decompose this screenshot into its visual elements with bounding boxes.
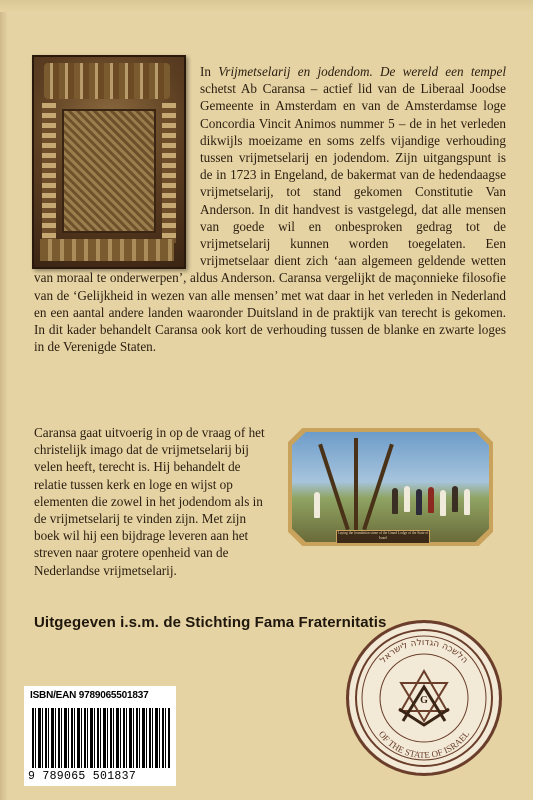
square-compass-star-icon bbox=[389, 663, 459, 733]
isbn-label: ISBN/EAN 9789065501837 bbox=[30, 690, 149, 701]
image-float-spacer bbox=[34, 63, 192, 259]
cover-edge-left bbox=[0, 0, 8, 800]
painted-figure bbox=[464, 489, 470, 515]
isbn-digits: 9 789065 501837 bbox=[28, 770, 137, 783]
svg-text:G: G bbox=[420, 695, 428, 706]
publisher-line: Uitgegeven i.s.m. de Stichting Fama Fraternitatis bbox=[34, 614, 387, 631]
book-title: Vrijmetselarij en jodendom. De wereld een tempel bbox=[218, 64, 506, 79]
paragraph-1-intro: In bbox=[200, 64, 219, 79]
painted-figure bbox=[440, 490, 446, 516]
seal-english-text-bottom: OF THE STATE OF ISRAEL bbox=[376, 728, 472, 761]
painted-figure bbox=[404, 486, 410, 512]
description-paragraph-1 bbox=[34, 63, 506, 355]
tripod-pole bbox=[318, 444, 350, 531]
painting-caption: Laying the foundation stone of the Grand Lodge of the State of Israel bbox=[336, 530, 430, 544]
grand-lodge-seal bbox=[346, 620, 502, 776]
painting-scene bbox=[292, 432, 489, 542]
seal-hebrew-text: הלשכה הגדולה לישראל bbox=[378, 637, 470, 666]
painted-figure bbox=[314, 492, 320, 518]
barcode-box bbox=[24, 686, 176, 786]
cover-edge-top bbox=[0, 0, 533, 12]
tripod-pole bbox=[354, 438, 358, 532]
tripod-pole bbox=[362, 444, 394, 531]
painted-figure bbox=[452, 486, 458, 512]
svg-text:הלשכה הגדולה לישראל bbox=[378, 638, 469, 666]
svg-text:OF THE STATE OF ISRAEL bbox=[377, 729, 471, 760]
foundation-painting bbox=[288, 428, 493, 546]
painted-figure bbox=[392, 488, 398, 514]
barcode-icon bbox=[32, 708, 170, 768]
description-paragraph-2: Caransa gaat uitvoerig in op de vraag of het christelijk imago dat de vrijmetselarij bij velen heeft, terecht is. Hij behandelt de relatie tussen kerk en loge en wijst op elementen die zowel in het jodendom als in de vrijmetselarij te vinden zijn. Met zijn boek wil hij een bijdrage leveren aan het streven naar grotere openheid van de Nederlandse vrijmetselarij. bbox=[34, 425, 265, 578]
painted-figure bbox=[428, 487, 434, 513]
paragraph-1-body: schetst Ab Caransa – actief lid van de Liberaal Joodse Gemeente in Amsterdam en van de Amsterdamse loge Concordia Vincit Animos nummer 5 – de in het verleden dikwijls moeizame en soms zelfs vijandige verhouding tussen vrijmetselarij en jodendom. Zijn uitgangspunt is de in 1723 in Engeland, de bakermat van de hedendaagse vrijmetselarij, tot stand gekomen Constitutie Van Anderson. In dit handvest is vastgelegd, dat alle mensen van goede wil en onbesproken gedrag tot de vrijmetselarij kunnen worden toegelaten. Een vrijmetselaar dient zich ‘aan algemeen geldende wetten van moraal te onderwerpen’, aldus Anderson. Caransa vergelijkt de maçonnieke filosofie van de ‘Gelijkheid in wezen van alle mensen’ met wat daar in het verleden in Nederland en een aantal andere landen waaronder Duitsland in de praktijk van terecht is gekomen. In dit kader behandelt Caransa ook kort de verhouding tussen de blanke en zwarte loges in de Verenigde Staten. bbox=[34, 81, 506, 355]
painted-figure bbox=[416, 489, 422, 515]
